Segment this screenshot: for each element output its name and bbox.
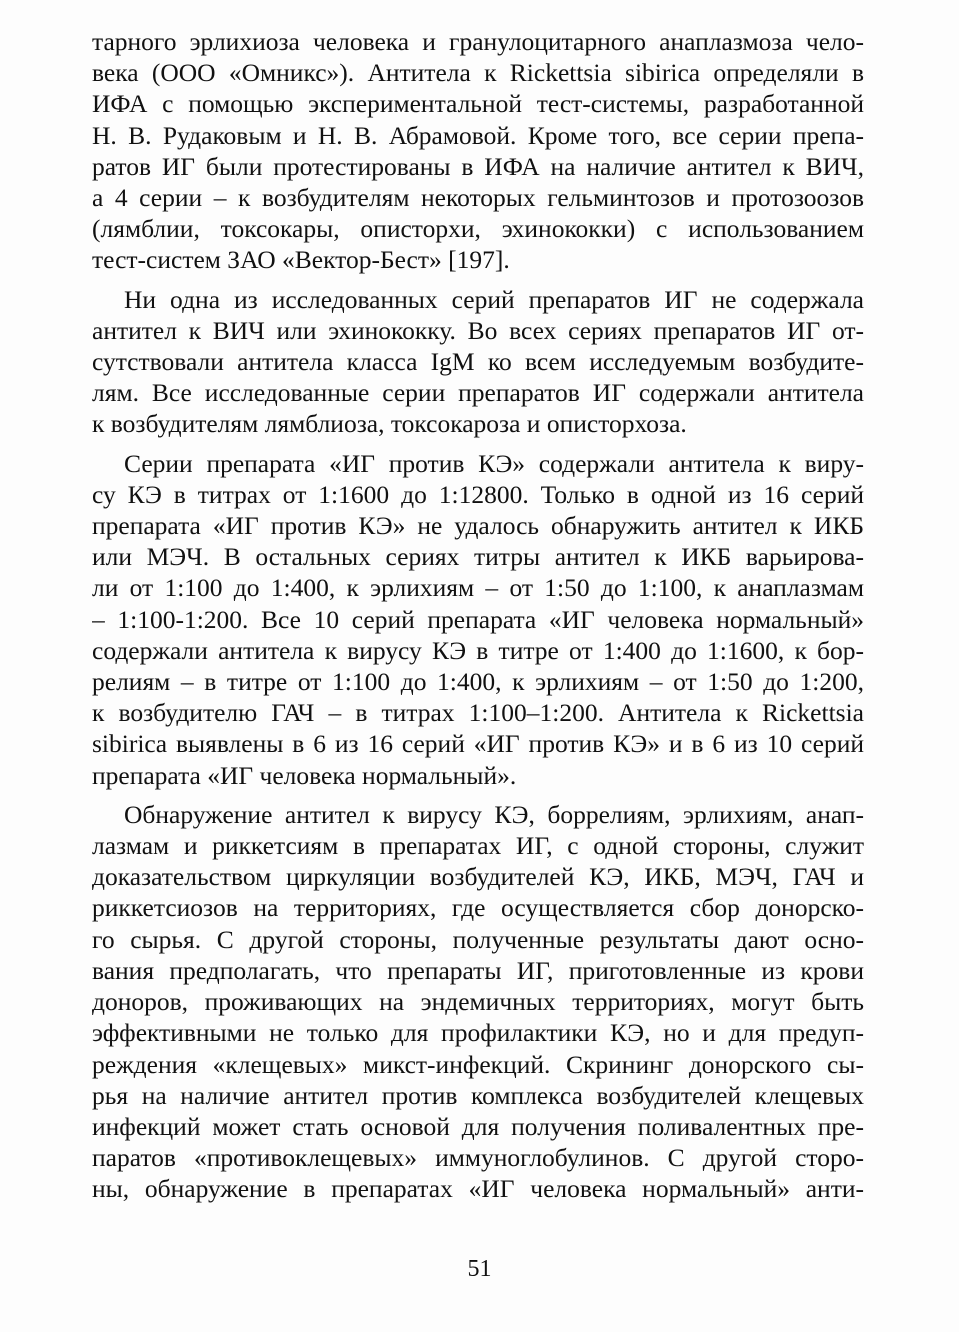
text-line: ли от 1:100 до 1:400, к эрлихиям – от 1:50 до 1:100, к анаплазмам <box>92 573 864 603</box>
text-line: Серии препарата «ИГ против КЭ» содержали антитела к виру- <box>124 448 864 478</box>
text-line: инфекций может стать основой для получения поливалентных пре- <box>92 1111 864 1141</box>
text-line: – 1:100-1:200. Все 10 серий препарата «ИГ человека нормальный» <box>92 604 864 634</box>
text-line: или МЭЧ. В остальных сериях титры антител к ИКБ варьирова- <box>92 542 864 572</box>
paragraph-3 <box>92 448 864 791</box>
text-line: ны, обнаружение в препаратах «ИГ человека нормальный» анти- <box>92 1174 864 1204</box>
text-line: препарата «ИГ против КЭ» не удалось обнаружить антител к ИКБ <box>92 511 864 541</box>
text-line: доноров, проживающих на эндемичных территориях, могут быть <box>92 987 864 1017</box>
text-line: лазмам и риккетсиям в препаратах ИГ, с одной стороны, служит <box>92 831 864 861</box>
body-text <box>92 26 864 1205</box>
text-line: содержали антитела к вирусу КЭ в титре от 1:400 до 1:1600, к бор- <box>92 635 864 665</box>
text-line: антител к ВИЧ или эхинококку. Во всех сериях препаратов ИГ от- <box>92 315 864 345</box>
text-line: тарного эрлихиоза человека и гранулоцитарного анаплазмоза чело- <box>92 27 864 56</box>
text-line: а 4 серии – к возбудителям некоторых гельминтозов и протозоозов <box>92 183 864 213</box>
text-line: ратов ИГ были протестированы в ИФА на наличие антител к ВИЧ, <box>92 151 864 181</box>
text-line: рья на наличие антител против комплекса возбудителей клещевых <box>92 1080 864 1110</box>
text-line: века (ООО «Омникс»). Антитела к Rickettsia sibirica определяли в <box>92 58 864 88</box>
paragraph-1 <box>92 26 864 276</box>
text-line: (лямблии, токсокары, описторхи, эхинококки) с использованием <box>92 214 864 244</box>
text-line: паратов «противоклещевых» иммуноглобулинов. С другой сторо- <box>92 1143 864 1173</box>
text-line: Ни одна из исследованных серий препаратов ИГ не содержала <box>124 284 864 314</box>
text-line: вания предполагать, что препараты ИГ, приготовленные из крови <box>92 955 864 985</box>
text-line: релиям – в титре от 1:100 до 1:400, к эрлихиям – от 1:50 до 1:200, <box>92 667 864 697</box>
text-line: к возбудителю ГАЧ – в титрах 1:100–1:200. Антитела к Rickettsia <box>92 698 864 728</box>
text-line: Обнаружение антител к вирусу КЭ, боррелиям, эрлихиям, анап- <box>124 799 864 829</box>
text-line: эффективными не только для профилактики КЭ, но и для предуп- <box>92 1018 864 1048</box>
text-line: тест-систем ЗАО «Вектор-Бест» [197]. <box>92 245 510 275</box>
text-line: го сырья. С другой стороны, полученные результаты дают осно- <box>92 924 864 954</box>
text-line: ИФА с помощью экспериментальной тест-системы, разработанной <box>92 89 864 119</box>
paragraph-4 <box>92 799 864 1205</box>
text-line: лям. Все исследованные серии препаратов ИГ содержали антитела <box>92 378 864 408</box>
paragraph-2 <box>92 284 864 440</box>
text-line: препарата «ИГ человека нормальный». <box>92 760 517 790</box>
text-line: sibirica выявлены в 6 из 16 серий «ИГ против КЭ» и в 6 из 10 серий <box>92 729 864 759</box>
text-line: сутствовали антитела класса IgM ко всем исследуемым возбудите- <box>92 347 864 377</box>
text-line: реждения «клещевых» микст-инфекций. Скрининг донорского сы- <box>92 1049 864 1079</box>
text-line: доказательством циркуляции возбудителей КЭ, ИКБ, МЭЧ, ГАЧ и <box>92 862 864 892</box>
text-line: риккетсиозов на территориях, где осуществляется сбор донорско- <box>92 893 864 923</box>
text-line: су КЭ в титрах от 1:1600 до 1:12800. Только в одной из 16 серий <box>92 479 864 509</box>
text-line: к возбудителям лямблиоза, токсокароза и описторхоза. <box>92 409 687 439</box>
text-line: Н. В. Рудаковым и Н. В. Абрамовой. Кроме того, все серии препа- <box>92 120 864 150</box>
page-number: 51 <box>467 1256 492 1282</box>
